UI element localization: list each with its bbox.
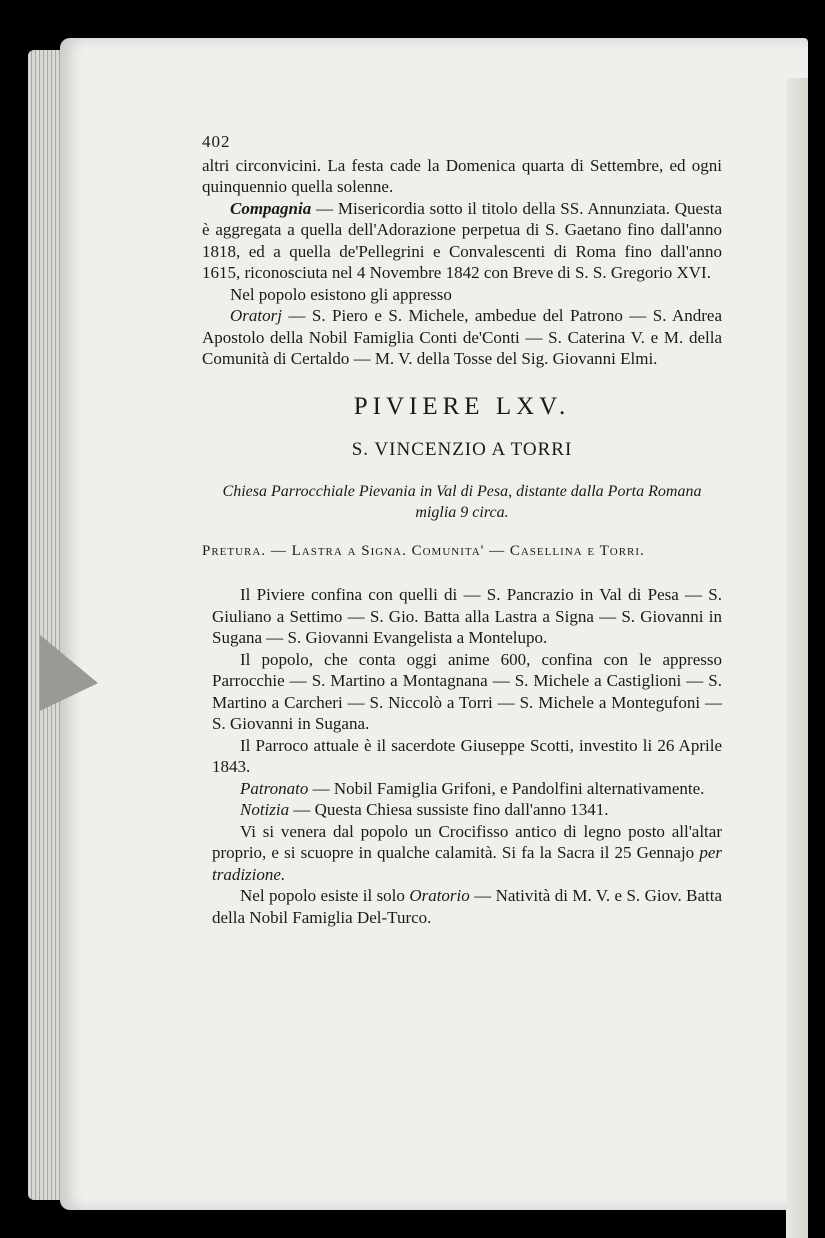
notizia-label: Notizia (240, 800, 290, 819)
paragraph-oratorio (212, 885, 722, 928)
section-heading: PIVIERE LXV. (353, 392, 571, 420)
oratorio-text: — Natività di M. V. e S. Giov. Batta della Nobil Famiglia Del-Turco. (212, 886, 722, 927)
church-description: Chiesa Parrocchiale Pievania in Val di Pesa, distante dalla Porta Romana miglia 9 circa. (222, 482, 702, 521)
piviere-body (212, 584, 722, 928)
paragraph-oratorj (202, 305, 722, 370)
paragraph-confini: Il Piviere confina con quelli di — S. Pancrazio in Val di Pesa — S. Giuliano a Settimo — S. Gio. Batta alla Lastra a Signa — S. Giovanni in Sugana — S. Giovanni Evangelista a Montelupo. (212, 585, 722, 647)
oratorio-pre: Nel popolo esiste il solo (240, 886, 410, 905)
paragraph-parroco: Il Parroco attuale è il sacerdote Giuseppe Scotti, investito li 26 Aprile 1843. (212, 735, 722, 776)
patronato-text: — Nobil Famiglia Grifoni, e Pandolfini alternativamente. (308, 778, 705, 798)
page-number: 402 (202, 132, 231, 151)
oratorio-label: Oratorio (409, 886, 470, 905)
notizia-text: — Questa Chiesa sussiste fino dall'anno 1341. (289, 800, 609, 819)
venera-italic: per tradizione. (212, 843, 722, 884)
page-right-edge (786, 78, 808, 1238)
paragraph-popolo-parrocchie: Il popolo, che conta oggi anime 600, confina con le appresso Parrocchie — S. Martino a Montagnana — S. Michele a Castiglioni — S. Martino a Carcheri — S. Niccolò a Torri — S. Michele a Montegufoni — S. Giovanni in Sugana. (212, 649, 722, 733)
patronato-label: Patronato (240, 778, 309, 798)
page-tab-marker (40, 635, 98, 721)
paragraph-festa: altri circonvicini. La festa cade la Domenica quarta di Settembre, ed ogni quinquennio quella solenne. (202, 155, 722, 196)
venera-text: Vi si venera dal popolo un Crocifisso antico di legno posto all'altar proprio, e si scuopre in qualche calamità. Si fa la Sacra il 25 Gennajo (212, 821, 722, 862)
paragraph-venera (212, 821, 722, 886)
oratorj-text: — S. Piero e S. Michele, ambedue del Patrono — S. Andrea Apostolo della Nobil Famiglia Conti de'Conti — S. Caterina V. e M. della Comunità di Certaldo — M. V. della Tosse del Sig. Giovanni Elmi. (202, 306, 722, 368)
paragraph-compagnia (202, 198, 722, 284)
pretura-line: Pretura. — Lastra a Signa. Comunita' — Casellina e Torri. (202, 542, 645, 559)
section-subheading: S. VINCENZIO A TORRI (351, 439, 573, 460)
oratorj-label: Oratorj (230, 306, 282, 325)
page-text (202, 131, 722, 928)
compagnia-text: — Misericordia sotto il titolo della SS. Annunziata. Questa è aggregata a quella dell'Adorazione perpetua di S. Gaetano fino dall'anno 1818, ed a quella de'Pellegrini e Convalescenti di Roma fino dall'anno 1615, riconosciuta nel 4 Novembre 1842 con Breve di S. S. Gregorio XVI. (202, 198, 722, 282)
paragraph-patronato (212, 778, 722, 800)
paragraph-popolo: Nel popolo esistono gli appresso (230, 284, 452, 304)
compagnia-label: Compagnia (230, 198, 312, 218)
paragraph-notizia (212, 799, 722, 821)
